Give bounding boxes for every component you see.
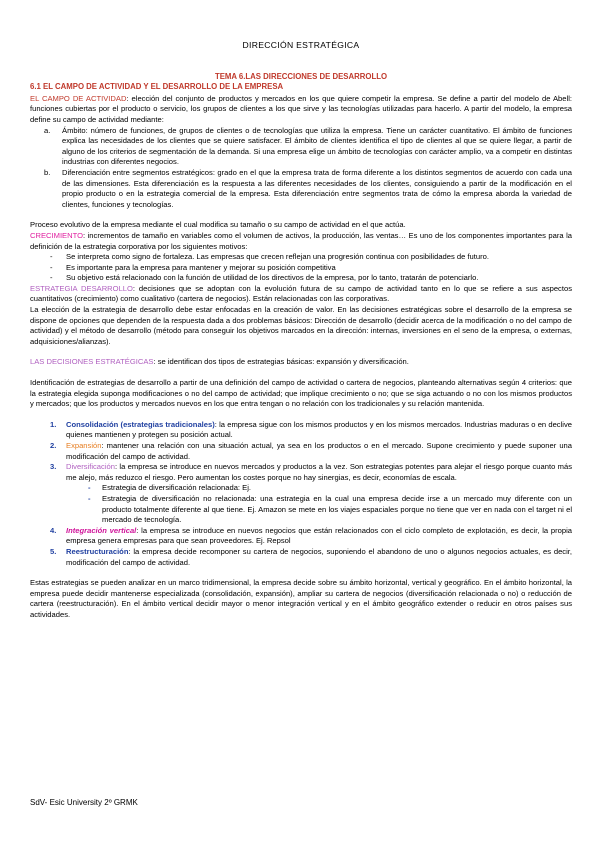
list-marker: 3. [50, 462, 57, 472]
list-text: Se interpreta como signo de fortaleza. Las empresas que crecen reflejan una progresión continua con posibilidades de futuro. [66, 252, 489, 262]
estrategia-term: ESTRATEGIA DESARROLLO [30, 283, 133, 293]
dash-marker: - [50, 252, 53, 262]
identificacion-paragraph: Identificación de estrategias de desarrollo a partir de una definición del campo de actividad o cartera de negocios, planteando alternativas según 4 criterios: que la estrategia elegida suponga modificaciones o no del campo de actividad; que implique crecimiento o no; que se siga actuando o no con los mismos productos y mercados; que los productos y mercados nuevos en los que entra tengan o no relación con los tradicionales y su relación mantenida. [30, 378, 572, 409]
strategy-text: : la empresa se introduce en nuevos negocios que están relacionados con el ciclo completo de explotación, es decir, la propia empresa genera empresas para que sean proveedores. Ej. Repsol [66, 525, 572, 546]
list-marker: 5. [50, 546, 57, 556]
list-item [66, 494, 572, 526]
campo-list [30, 126, 572, 211]
estrategia-paragraph [30, 284, 572, 305]
list-text: Estrategia de diversificación no relacionada: una estrategia en la cual una empresa decide irse a un mercado muy diferente con un producto totalmente diferente al que tiene. Ej. Amazon se mete en los viajes espaciales porque no tiene que ver en nada con el target ni el mercado de tecnología. [102, 493, 572, 525]
list-item [30, 252, 572, 263]
section-title-6-1: 6.1 EL CAMPO DE ACTIVIDAD Y EL DESARROLLO DE LA EMPRESA [30, 82, 284, 92]
document-header: DIRECCIÓN ESTRATÉGICA [242, 40, 360, 50]
strategy-text: : mantener una relación con una situación actual, ya sea en los productos o en el mercado. Supone crecimiento y puede suponer una modificación del campo de actividad. [66, 441, 572, 461]
dash-marker: - [50, 273, 53, 283]
campo-item-a [30, 126, 572, 168]
list-marker: 2. [50, 441, 57, 450]
campo-text: : elección del conjunto de productos y mercados en los que quiere competir la empresa. Se define a partir del modelo de Abell: funciones cubiertas por el producto o servicio, los grupos de clientes a los que sirve y las tecnologías utilizadas para hacerlo. A partir del modelo, la empresa define su campo de actividad mediante: [30, 93, 572, 124]
list-text: Es importante para la empresa para mantener y mejorar su posición competitiva [66, 262, 336, 272]
strategy-term: Consolidación (estrategias tradicionales) [66, 419, 215, 429]
strategy-term: Expansión [66, 441, 102, 450]
list-text: Estrategia de diversificación relacionada: Ej. [102, 483, 252, 493]
crecimiento-list [30, 252, 572, 284]
list-marker: 1. [50, 419, 57, 429]
page-footer: SdV- Esic University 2º GRMK [30, 798, 138, 807]
document-page [30, 40, 572, 621]
diversificacion-sublist [66, 483, 572, 525]
list-item [30, 273, 572, 284]
crecimiento-text: : incrementos de tamaño en variables como el volumen de activos, la producción, las ventas… Es uno de los componentes importantes para la definición de la estrategia corporativa por los siguientes motivos: [30, 230, 572, 251]
estrategia-integracion [30, 526, 572, 547]
list-text: Su objetivo está relacionado con la función de utilidad de los directivos de la empresa, por lo tanto, tratarán de potenciarlo. [66, 273, 479, 283]
strategy-term: Reestructuración [66, 546, 129, 556]
estrategia-consolidacion [30, 420, 572, 441]
list-text: Diferenciación entre segmentos estratégicos: grado en el que la empresa trata de forma diferente a los distintos segmentos de acuerdo con cada una de las dimensiones. Esta diferenciación es la respuesta a las diferentes necesidades de los clientes, consiguiendo a partir de la modificación en el propio producto o en la estrategia comercial de la empresa. Esta diferenciación entre segmentos trata de cómo la empresa aborda la variedad de clientes, funciones y tecnologías. [62, 167, 572, 209]
strategy-text: : la empresa decide recomponer su cartera de negocios, suponiendo el abandono de uno o algunos negocios actuales, es decir, modificación del campo de actividad. [66, 546, 572, 567]
list-marker: a. [44, 125, 51, 135]
strategy-term: Integración vertical [66, 525, 137, 535]
list-text: Ámbito: número de funciones, de grupos de clientes o de tecnologías que utiliza la empresa. Tiene un carácter cuantitativo. El ámbito de funciones explica las necesidades de los clientes que se quiere satisfacer. El ámbito de clientes identifica el tipo de clientes al que se quiere llegar, a partir de alguno de los criterios de segmentación de la demanda. Si una empresa elige un ámbito de tecnologías con carácter amplio, va a competir en distintas industrias con diferentes negocios. [62, 125, 572, 167]
campo-paragraph [30, 94, 572, 126]
campo-term: EL CAMPO DE ACTIVIDAD [30, 93, 127, 103]
list-item [30, 263, 572, 274]
strategy-term: Diversificación [66, 462, 115, 472]
estrategia-reestructuracion [30, 547, 572, 568]
tema-title: TEMA 6.LAS DIRECCIONES DE DESARROLLO [214, 71, 388, 81]
dash-marker: - [50, 262, 53, 272]
strategy-text: : la empresa sigue con los mismos productos y en los mismos mercados. Industrias maduras o en declive quienes mantienen y protegen su posición actual. [66, 419, 572, 440]
decisiones-text: : se identifican dos tipos de estrategias básicas: expansión y diversificación. [153, 357, 409, 367]
eleccion-paragraph: La elección de la estrategia de desarrollo debe estar enfocadas en la creación de valor. En las decisiones estratégicas sobre el desarrollo de la empresa se dispone de opciones que dependen de la respuesta dada a dos problemas básicos: Dirección de desarrollo (decidir acerca de la modificación o no del campo de actividad) y el método de desarrollo (método para conseguir los objetivos marcados en la dirección: internas, inversiones en el seno de la empresa, o externas, adquisiciones/alianzas). [30, 305, 572, 346]
decisiones-term: LAS DECISIONES ESTRATÉGICAS [30, 357, 154, 367]
crecimiento-term: CRECIMIENTO [30, 230, 84, 240]
crecimiento-paragraph [30, 231, 572, 252]
decisiones-paragraph [30, 357, 572, 368]
proceso-paragraph: Proceso evolutivo de la empresa mediante el cual modifica su tamaño o su campo de actividad en el que actúa. [30, 220, 406, 230]
dash-marker: - [88, 483, 91, 493]
list-item [66, 483, 572, 494]
strategy-text: : la empresa se introduce en nuevos mercados y productos a la vez. Son estrategias potentes para alejar el riesgo porque cuanto más me alejo, más reduzco el riesgo. Pero aumentan los costes porque no hay sinergias, es decir, economías de escala. [66, 462, 572, 482]
campo-item-b [30, 168, 572, 210]
list-marker: b. [44, 167, 51, 177]
estrategia-diversificacion [30, 462, 572, 526]
dash-marker: - [88, 493, 91, 503]
estrategia-expansion [30, 441, 572, 462]
final-paragraph: Estas estrategias se pueden analizar en un marco tridimensional, la empresa decide sobre su ámbito horizontal, vertical y geográfico. En el ámbito horizontal, la empresa puede decidir mantenerse especializada (consolidación, expansión), ampliar su cartera de negocios (diversificación relacionada o no) o reducción de cartera (reestructuración). En el ámbito vertical decidir mayor o menor integración vertical y en el ámbito geográfico extender o reducir en otros países sus actividades. [30, 578, 572, 619]
estrategias-list [30, 420, 572, 568]
list-marker: 4. [50, 525, 57, 535]
estrategia-text: : decisiones que se adoptan con la evolución futura de su campo de actividad tanto en lo que se refiere a sus aspectos cuantitativos (crecimiento) como cualitativo (cartera de negocios). Están relacionadas con las corporativas. [30, 283, 572, 304]
